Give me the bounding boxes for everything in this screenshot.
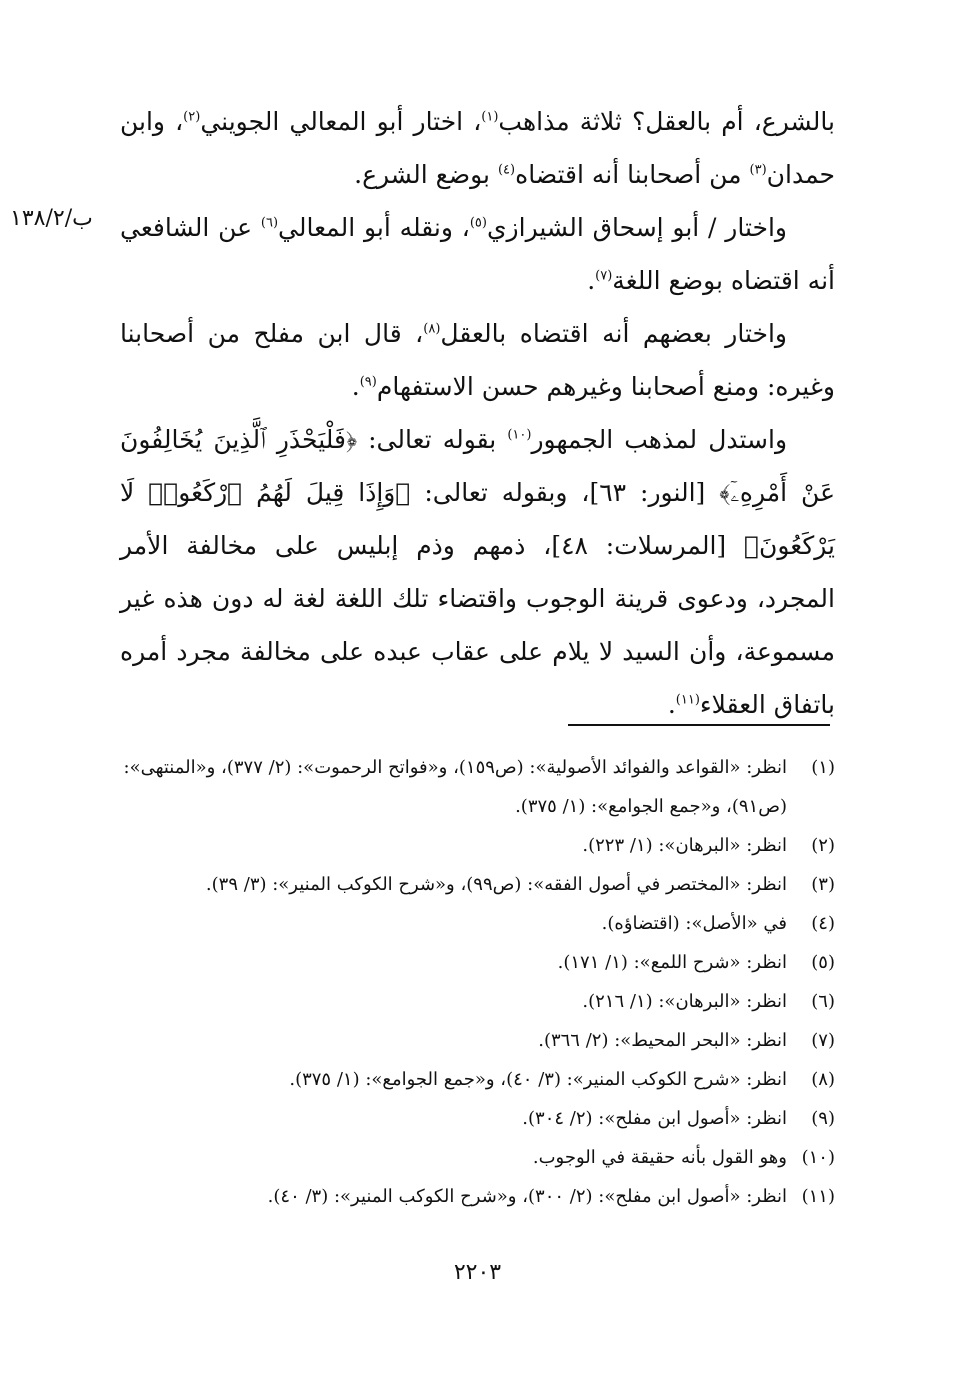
footnote-text: انظر: «شرح الكوكب المنير»: (٣/ ٤٠)، و«جمع الجوامع»: (١/ ٣٧٥). [289,1069,787,1090]
footnote-number: (٦) [811,991,835,1012]
footnote-marker: (٨) [423,321,441,337]
footnote [120,904,835,943]
footnote-number: (٧) [811,1030,835,1051]
page-number: ٢٢٠٣ [453,1260,502,1285]
paragraph [120,95,835,201]
text-run: واختار بعضهم أنه اقتضاه بالعقل [440,319,787,348]
footnote [120,865,835,904]
footnote-marker: (١) [481,109,499,125]
footnote-text: وهو القول بأنه حقيقة في الوجوب. [532,1147,787,1168]
main-text [120,95,835,731]
footnote-number: (١) [811,757,835,778]
footnote-text: انظر: «شرح اللمع»: (١/ ١٧١). [557,952,787,973]
text-run: . [667,690,676,719]
text-run: بالشرع، أم بالعقل؟ ثلاثة مذاهب [498,107,835,136]
text-run: من أصحابنا أنه اقتضاه [515,160,750,189]
footnote-text: انظر: «البحر المحيط»: (٢/ ٣٦٦). [538,1030,787,1051]
footnote-number: (٤) [811,913,835,934]
footnotes [120,748,835,1216]
text-run: ، اختار أبو المعالي الجويني [200,107,482,136]
footnote-text: انظر: «البرهان»: (١/ ٢١٦). [582,991,787,1012]
footnote [120,1099,835,1138]
footnote-text: انظر: «القواعد والفوائد الأصولية»: (ص١٥٩)، و«فواتح الرحموت»: (٢/ ٣٧٧)، و«المنتهى»: (ص٩١)، و«جمع الجوامع»: (١/ ٣٧٥). [123,757,787,817]
footnote [120,1021,835,1060]
footnote [120,1060,835,1099]
footnote [120,748,835,826]
footnote-marker: (١١) [675,692,700,708]
footnote-marker: (٦) [260,215,279,231]
footnote-number: (٥) [811,952,835,973]
footnote-marker: (٧) [595,268,613,284]
text-run: بوضع الشرع. [354,160,498,189]
footnote-marker: (٩) [359,374,377,390]
paragraph [120,413,835,731]
text-run: بقوله تعالى: ﴿فَلْيَحْذَرِ ٱلَّذِينَ يُخَالِفُونَ عَنْ أَمْرِهِۦٓ﴾ [النور: ٦٣]، وبقوله تعالى: ﴿وَإِذَا قِيلَ لَهُمُ ٱرْكَعُوا۟ لَا يَرْكَعُونَ﴾ [المرسلات: ٤٨]، ذمهم وذم إبليس على مخالفة الأمر المجرد، ودعوى قرينة الوجوب واقتضاء تلك اللغة لغة له دون هذه غير مسموعة، وأن السيد لا يلام على عقاب عبده على مخالفة مجرد أمره باتفاق العقلاء [120,425,835,719]
footnote [120,826,835,865]
footnote-marker: (٤) [497,162,516,178]
footnote-separator [568,724,830,726]
footnote-text: انظر: «أصول ابن مفلح»: (٢/ ٣٠٤). [522,1108,787,1129]
text-run: عن الشافعي أنه اقتضاه بوضع اللغة [120,213,835,295]
text-run: واختار / أبو إسحاق الشيرازي [486,213,787,242]
text-run: . [587,266,596,295]
text-run: ، وابن حمدان [120,107,835,189]
footnote-number: (١٠) [801,1147,835,1168]
footnote [120,1138,835,1177]
text-run: . [351,372,360,401]
footnote-number: (٢) [811,835,835,856]
text-run: واستدل لمذهب الجمهور [531,425,788,454]
footnote-number: (٨) [811,1069,835,1090]
footnote-marker: (٥) [469,215,487,231]
footnote [120,943,835,982]
text-run: ، ونقله أبو المعالي [278,213,470,242]
footnote-text: انظر: «أصول ابن مفلح»: (٢/ ٣٠٠)، و«شرح الكوكب المنير»: (٣/ ٤٠). [267,1186,787,1207]
footnote-text: انظر: «البرهان»: (١/ ٢٢٣). [582,835,787,856]
footnote-marker: (٢) [183,109,201,125]
paragraph [120,201,835,307]
footnote [120,982,835,1021]
footnote-marker: (٣) [749,162,767,178]
footnote [120,1177,835,1216]
paragraph [120,307,835,413]
footnote-text: انظر: «المختصر في أصول الفقه»: (ص٩٩)، و«شرح الكوكب المنير»: (٣/ ٣٩). [205,874,787,895]
footnote-number: (٩) [811,1108,835,1129]
margin-folio-note: ب/١٣٨/٢ [10,206,93,231]
footnote-marker: (١٠) [507,427,532,443]
footnote-number: (٣) [811,874,835,895]
text-run: ، قال ابن مفلح من أصحابنا وغيره: ومنع أصحابنا وغيرهم حسن الاستفهام [120,319,835,401]
footnote-number: (١١) [801,1186,835,1207]
footnote-text: في «الأصل»: (اقتضاؤه). [601,913,787,934]
